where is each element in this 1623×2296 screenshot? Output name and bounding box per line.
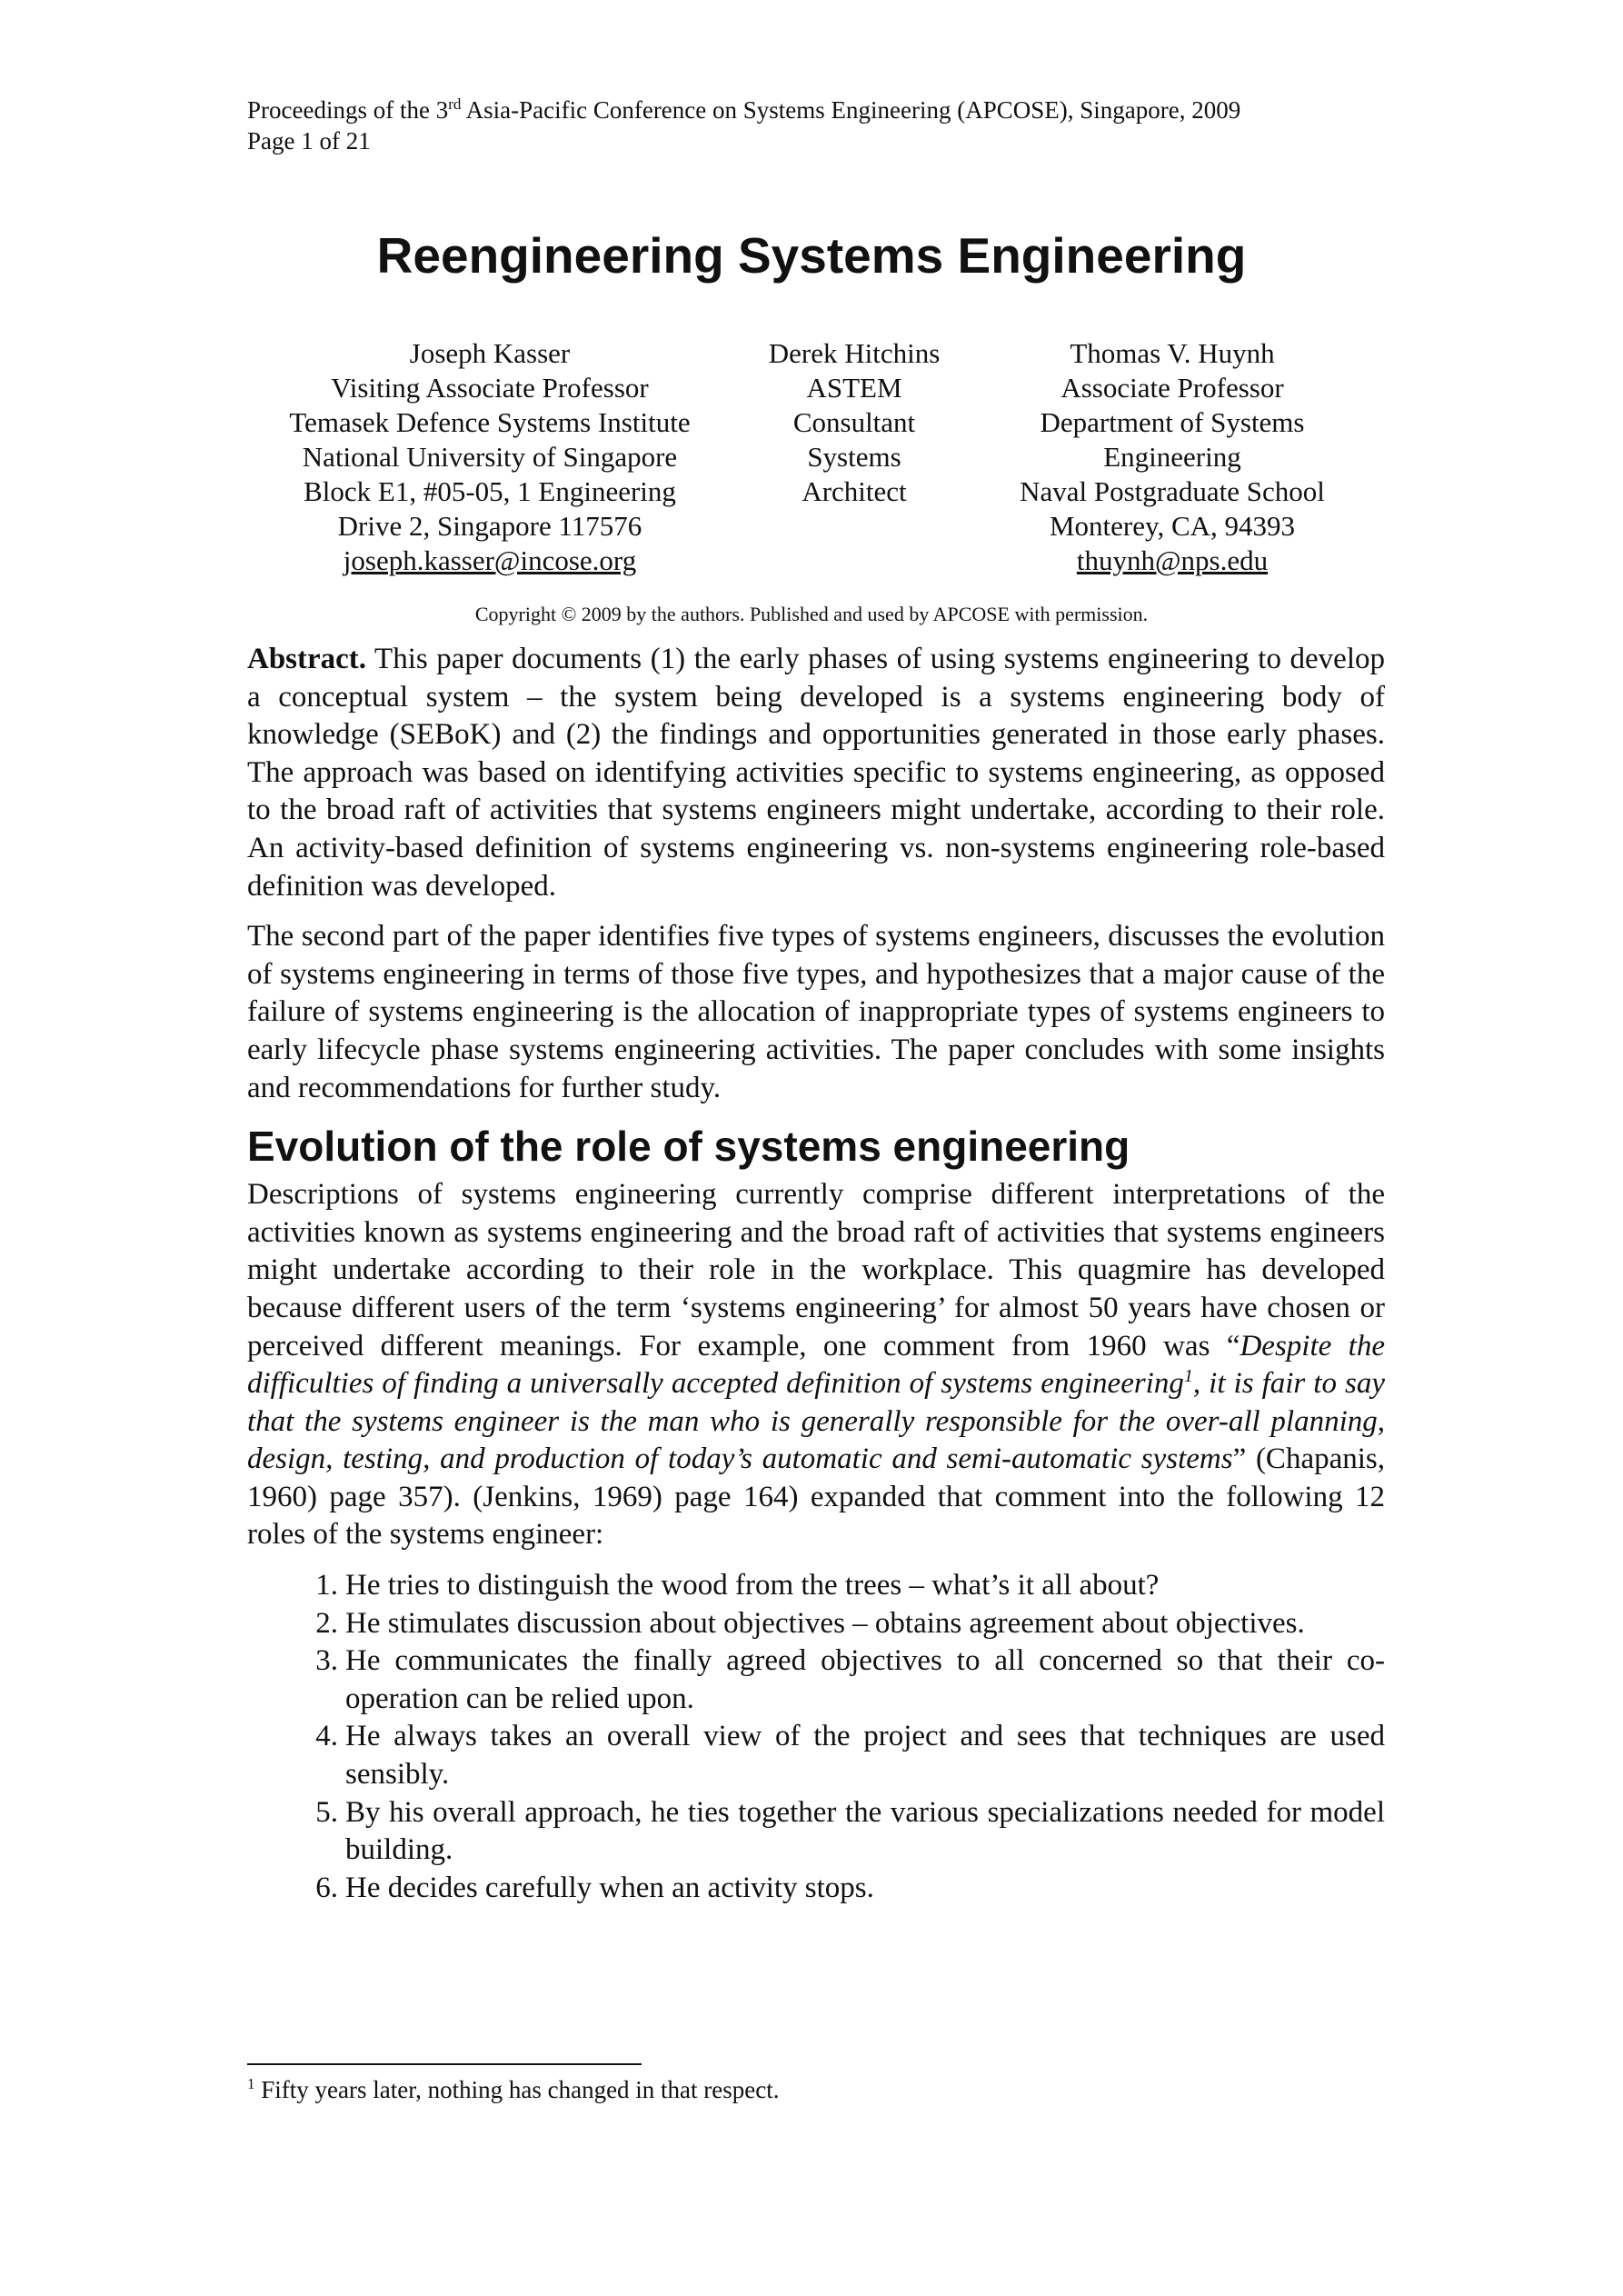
- section-paragraph: Descriptions of systems engineering currently comprise different interpretations of the activities known as systems engineering and the broad raft of activities that systems engineers might undertake according to their role in the workplace. This quagmire has developed because different users of the term ‘systems engineering’ for almost 50 years have chosen or perceived different meanings. For example, one comment from 1960 was “Despite the difficulties of finding a universally accepted definition of systems engineering$^1$, it is fair to say that the systems engineer is the man who is generally responsible for the over-all planning, design, testing, and production of today’s automatic and semi-automatic systems” (Chapanis, 1960) page 357). (Jenkins, 1969) page 164) expanded that comment into the following 12 roles of the systems engineer:: [247, 1178, 1386, 1552]
- author-block-kasser: [267, 336, 712, 578]
- list-item: 6. He decides carefully when an activity stops.: [247, 1870, 1385, 1908]
- list-number: 1.: [315, 1569, 338, 1602]
- author-line: Systems: [807, 441, 901, 473]
- author-line: Architect: [802, 475, 907, 507]
- paper-title: Reengineering Systems Engineering: [376, 227, 1247, 284]
- author-line: Associate Professor: [1060, 372, 1284, 404]
- header-superscript: rd: [448, 95, 462, 113]
- author-line: Derek Hitchins: [768, 337, 941, 369]
- list-number: 4.: [315, 1720, 338, 1753]
- author-line: Consultant: [792, 406, 916, 438]
- author-line: National University of Singapore: [302, 441, 678, 473]
- author-line: Monterey, CA, 94393: [1049, 510, 1296, 542]
- author-line: Drive 2, Singapore 117576: [337, 510, 642, 542]
- author-line: ASTEM: [806, 372, 902, 404]
- copyright-notice: Copyright © 2009 by the authors. Published and used by APCOSE with permission.: [474, 603, 1149, 625]
- footnote: $^1$ Fifty years later, nothing has changed in that respect.: [247, 2075, 780, 2103]
- list-number: 3.: [315, 1644, 338, 1678]
- list-item: 1. He tries to distinguish the wood from the trees – what’s it all about?: [247, 1567, 1385, 1605]
- section-heading: Evolution of the role of systems engineering: [247, 1123, 1130, 1171]
- roles-list: [247, 1567, 1385, 1907]
- footnote-divider: [247, 2063, 642, 2065]
- list-item: 3. He communicates the finally agreed objectives to all concerned so that their co-operation can be relied upon.: [247, 1642, 1385, 1718]
- list-item: 5. By his overall approach, he ties together the various specializations needed for model building.: [247, 1794, 1385, 1870]
- author-line: Block E1, #05-05, 1 Engineering: [304, 475, 676, 507]
- header-page-number: Page 1 of 21: [247, 127, 371, 155]
- list-number: 6.: [315, 1871, 338, 1904]
- author-email-link[interactable]: joseph.kasser@incose.org: [343, 544, 637, 576]
- author-line: Thomas V. Huynh: [1070, 337, 1275, 369]
- abstract-paragraph-2: The second part of the paper identifies five types of systems engineers, discusses the evolution of systems engineering in terms of those five types, and hypothesizes that a major cause of the failure of systems engineering is the allocation of inappropriate types of systems engineers to early lifecycle phase systems engineering activities. The paper concludes with some insights and recommendations for further study.: [247, 920, 1385, 1104]
- author-line: Department of Systems: [1040, 406, 1305, 438]
- header-proceedings-line: Proceedings of the 3rd Asia-Pacific Conference on Systems Engineering (APCOSE), Singapore, 2009: [247, 95, 1241, 124]
- author-email-link[interactable]: thuynh@nps.edu: [1076, 544, 1269, 576]
- author-line: Joseph Kasser: [409, 337, 571, 369]
- footnote-mark: 1: [247, 2075, 255, 2092]
- abstract-label: Abstract.: [247, 643, 367, 675]
- author-line: Engineering: [1103, 441, 1241, 473]
- abstract-paragraph: Abstract. This paper documents (1) the early phases of using systems engineering to develop a conceptual system – the system being developed is a systems engineering body of knowledge (SEBoK) and (2) the findings and opportunities generated in those early phases. The approach was based on identifying activities specific to systems engineering, as opposed to the broad raft of activities that systems engineers might undertake, according to their role. An activity-based definition of systems engineering vs. non-systems engineering role-based definition was developed.: [247, 643, 1385, 903]
- author-line: Naval Postgraduate School: [1020, 475, 1325, 507]
- list-number: 5.: [315, 1795, 338, 1829]
- list-number: 2.: [315, 1606, 338, 1640]
- author-line: Visiting Associate Professor: [331, 372, 649, 404]
- list-item: 4. He always takes an overall view of the project and sees that techniques are used sensibly.: [247, 1718, 1385, 1793]
- list-item: 2. He stimulates discussion about objectives – obtains agreement about objectives.: [247, 1605, 1385, 1643]
- quoted-text: Despite the difficulties of finding a universally accepted definition of systems engineering$^1$, it is fair to say that the systems engineer is the man who is generally responsible for the over-all planning, design, testing, and production of today’s automatic and semi-automatic systems: [247, 1329, 1386, 1476]
- author-block-huynh: [981, 336, 1363, 578]
- author-block-hitchins: [745, 336, 963, 509]
- running-header: [247, 95, 1240, 156]
- footnote-reference[interactable]: 1: [1183, 1366, 1193, 1387]
- paper-body: [247, 641, 1385, 1907]
- author-line: Temasek Defence Systems Institute: [289, 406, 691, 438]
